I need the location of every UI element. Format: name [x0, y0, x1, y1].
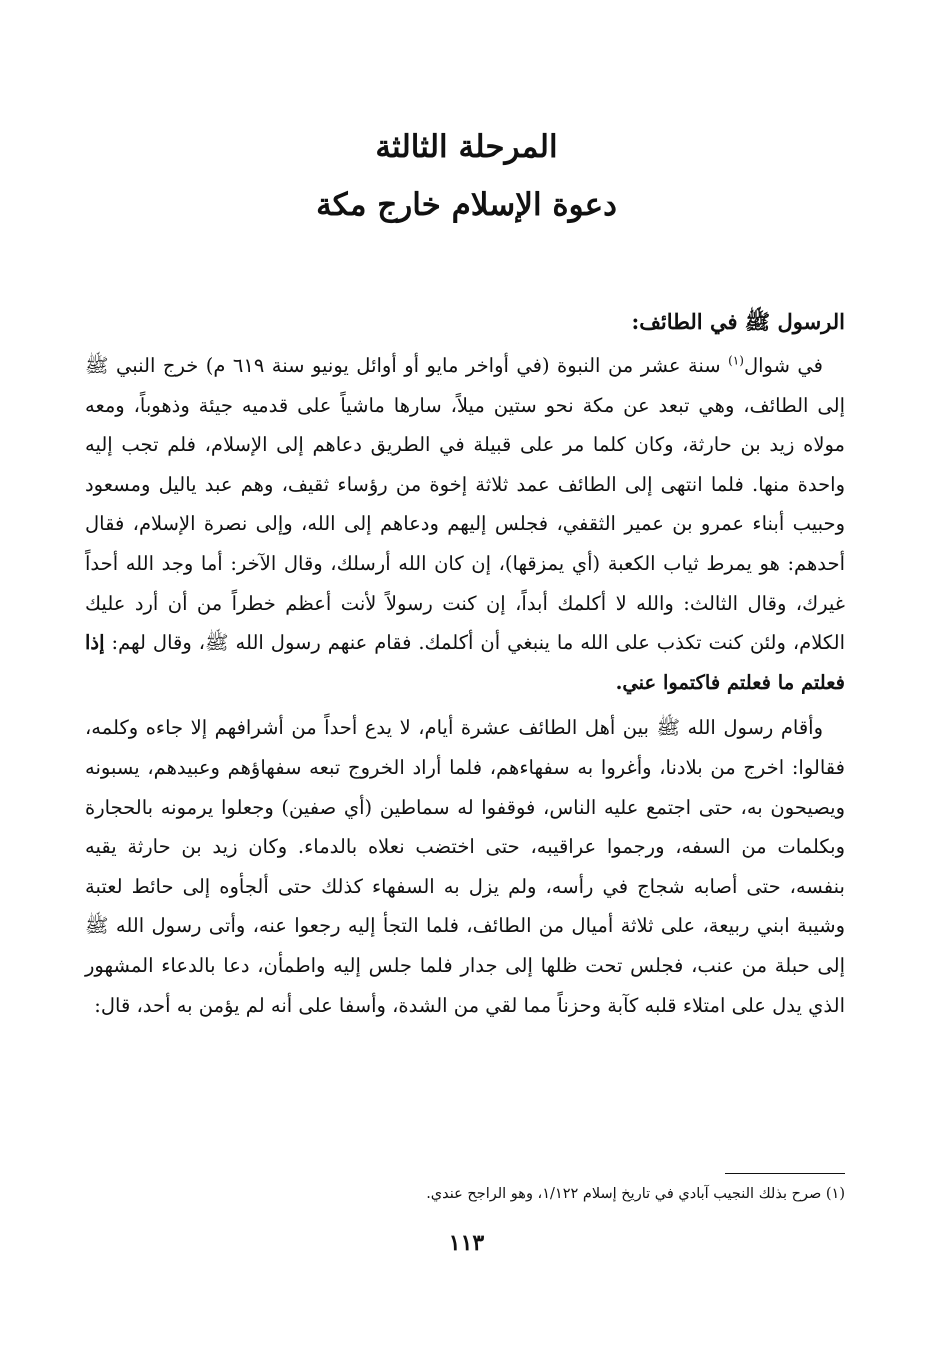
paragraph-1-start: في شوال [743, 354, 823, 377]
paragraph-1-quote: إذا فعلتم ما فعلتم فاكتموا عني. [85, 631, 845, 694]
title-block [0, 118, 933, 234]
page-subtitle: دعوة الإسلام خارج مكة [316, 187, 617, 223]
footnote-reference: (١) [728, 353, 744, 368]
body-text [85, 300, 845, 1025]
paragraph-1 [85, 346, 845, 702]
page-title: المرحلة الثالثة [375, 129, 558, 165]
section-heading: الرسول ﷺ في الطائف: [631, 309, 845, 334]
footnote: (١) صرح بذلك النجيب آبادي في تاريخ إسلام ١/١٢٢، وهو الراجح عندي. [426, 1186, 845, 1202]
paragraph-2: وأقام رسول الله ﷺ بين أهل الطائف عشرة أيام، لا يدع أحداً من أشرافهم إلا جاءه وكلمه، فقالوا: اخرج من بلادنا، وأغروا به سفهاءهم، فلما أراد الخروج تبعه سفهاؤهم وعبيدهم، يسبونه ويصيحون به، حتى اجتمع عليه الناس، فوقفوا له سماطين (أي صفين) وجعلوا يرمونه بالحجارة وبكلمات من السفه، ورجموا عراقيبه، حتى اختضب نعلاه بالدماء. وكان زيد بن حارثة يقيه بنفسه، حتى أصابه شجاج في رأسه، ولم يزل به السفهاء كذلك حتى ألجأوه إلى حائط لعتبة وشيبة ابني ربيعة، على ثلاثة أميال من الطائف، فلما التجأ إليه رجعوا عنه، وأتى رسول الله ﷺ إلى حبلة من عنب، فجلس تحت ظلها إلى جدار فلما جلس إليه واطمأن، دعا بالدعاء المشهور الذي يدل على امتلاء قلبه كآبة وحزناً مما لقي من الشدة، وأسفا على أنه لم يؤمن به أحد، قال: [85, 716, 845, 1017]
page-number: ١١٣ [448, 1230, 485, 1256]
paragraph-1-body: سنة عشر من النبوة (في أواخر مايو أو أوائل يونيو سنة ٦١٩ م) خرج النبي ﷺ إلى الطائف، وهي تبعد عن مكة نحو ستين ميلاً، سارها ماشياً على قدميه جيئة وذهوباً، ومعه مولاه زيد بن حارثة، وكان كلما مر على قبيلة في الطريق دعاهم إلى الإسلام، فلم تجب إليه واحدة منها. فلما انتهى إلى الطائف عمد ثلاثة إخوة من رؤساء ثقيف، وهم عبد ياليل ومسعود وحبيب أبناء عمرو بن عمير الثقفي، فجلس إليهم ودعاهم إلى الله، وإلى نصرة الإسلام، فقال أحدهم: هو يمرط ثياب الكعبة (أي يمزقها)، إن كان الله أرسلك، وقال الآخر: أما وجد الله أحداً غيرك، وقال الثالث: والله لا أكلمك أبداً، إن كنت رسولاً لأنت أعظم خطراً من أن أرد عليك الكلام، ولئن كنت تكذب على الله ما ينبغي أن أكلمك. فقام عنهم رسول الله ﷺ، وقال لهم: [85, 354, 845, 655]
footnote-divider [725, 1173, 845, 1174]
